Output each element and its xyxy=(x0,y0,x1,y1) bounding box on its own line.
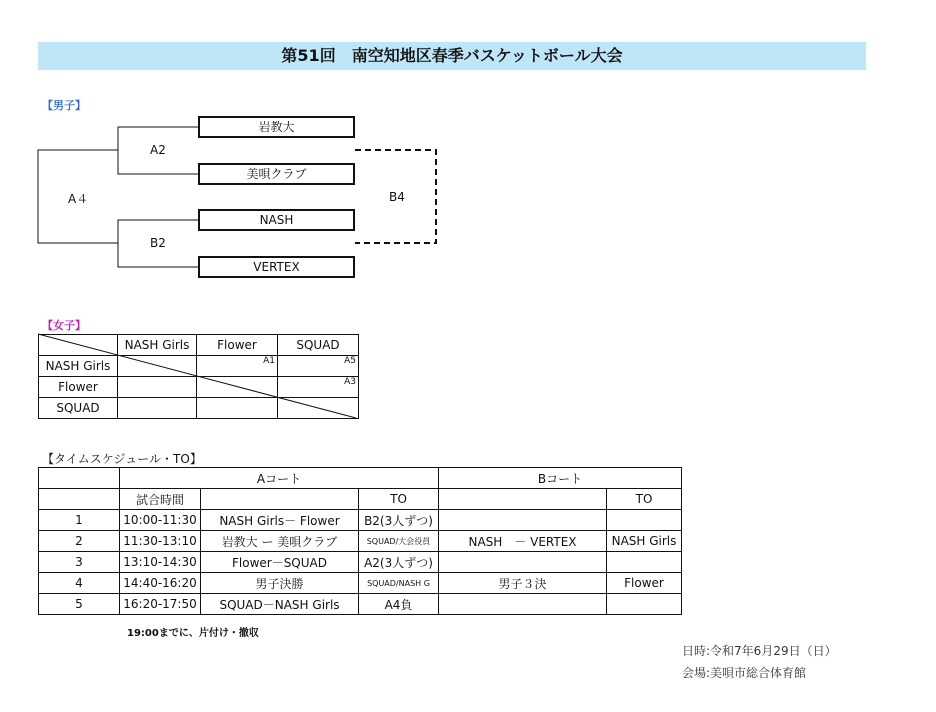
row-no: 3 xyxy=(39,552,120,573)
table-row xyxy=(39,594,682,615)
row-a-match: NASH Girls－ Flower xyxy=(201,510,359,531)
row-b-match xyxy=(439,510,607,531)
time-header: 試合時間 xyxy=(120,489,201,510)
match-b4-label: B4 xyxy=(389,190,405,204)
row-b-match: 男子３決 xyxy=(439,573,607,594)
row-a-match: 岩教大 ー 美唄クラブ xyxy=(201,531,359,552)
event-venue: 会場:美唄市総合体育館 xyxy=(682,666,807,680)
row-header-nash-girls: NASH Girls xyxy=(39,356,118,377)
row-header-flower: Flower xyxy=(39,377,118,398)
cell-nash-squad: A5 xyxy=(278,356,359,377)
cleanup-note: 19:00までに、片付け・撤収 xyxy=(127,628,259,639)
schedule-label: 【タイムスケジュール・TO】 xyxy=(42,452,202,466)
row-b-to xyxy=(607,594,682,615)
col-header-flower: Flower xyxy=(197,335,278,356)
team-box-vertex: VERTEX xyxy=(198,256,355,278)
b-to-header: TO xyxy=(607,489,682,510)
row-a-to: A2(3人ずつ) xyxy=(359,552,439,573)
row-time: 13:10-14:30 xyxy=(120,552,201,573)
row-b-match xyxy=(439,594,607,615)
row-a-to: SQUAD/NASH G xyxy=(359,573,439,594)
a-to-header: TO xyxy=(359,489,439,510)
row-b-to: Flower xyxy=(607,573,682,594)
row-no: 1 xyxy=(39,510,120,531)
col-header-nash-girls: NASH Girls xyxy=(118,335,197,356)
boys-label: 【男子】 xyxy=(42,99,86,112)
court-b-header: Bコート xyxy=(439,468,682,489)
match-a4-label: A４ xyxy=(68,192,89,206)
cell-nash-flower: A1 xyxy=(197,356,278,377)
match-b2-label: B2 xyxy=(150,236,166,250)
page-title: 第51回 南空知地区春季バスケットボール大会 xyxy=(38,42,866,70)
team-box-iwakyodai: 岩教大 xyxy=(198,116,355,138)
row-b-to xyxy=(607,552,682,573)
col-header-squad: SQUAD xyxy=(278,335,359,356)
table-row xyxy=(39,573,682,594)
row-time: 14:40-16:20 xyxy=(120,573,201,594)
row-no: 4 xyxy=(39,573,120,594)
row-time: 11:30-13:10 xyxy=(120,531,201,552)
a-match-header xyxy=(201,489,359,510)
team-box-nash: NASH xyxy=(198,209,355,231)
row-a-match: Flower－SQUAD xyxy=(201,552,359,573)
row-no: 2 xyxy=(39,531,120,552)
row-header-squad: SQUAD xyxy=(39,398,118,419)
cell-flower-squad: A3 xyxy=(278,377,359,398)
b-match-header xyxy=(439,489,607,510)
schedule-table xyxy=(38,467,682,615)
row-time: 16:20-17:50 xyxy=(120,594,201,615)
row-a-match: SQUAD－NASH Girls xyxy=(201,594,359,615)
row-b-match: NASH － VERTEX xyxy=(439,531,607,552)
row-b-to xyxy=(607,510,682,531)
match-a2-label: A2 xyxy=(150,143,166,157)
court-a-header: Aコート xyxy=(120,468,439,489)
blank-header xyxy=(39,468,120,489)
row-a-match: 男子決勝 xyxy=(201,573,359,594)
table-row xyxy=(39,531,682,552)
table-row xyxy=(39,510,682,531)
team-box-bibai-club: 美唄クラブ xyxy=(198,163,355,185)
row-a-to: B2(3人ずつ) xyxy=(359,510,439,531)
row-no: 5 xyxy=(39,594,120,615)
row-a-to: SQUAD/大会役員 xyxy=(359,531,439,552)
blank-subheader xyxy=(39,489,120,510)
row-time: 10:00-11:30 xyxy=(120,510,201,531)
girls-label: 【女子】 xyxy=(42,319,86,332)
event-date: 日時:令和7年6月29日（日） xyxy=(682,644,837,658)
row-b-match xyxy=(439,552,607,573)
row-a-to: A4負 xyxy=(359,594,439,615)
table-row xyxy=(39,552,682,573)
row-b-to: NASH Girls xyxy=(607,531,682,552)
